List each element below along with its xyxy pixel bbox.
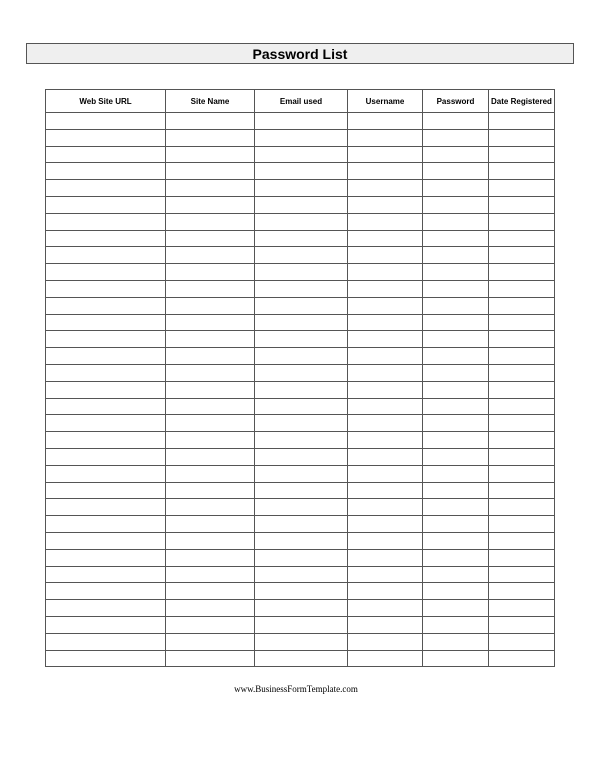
table-row bbox=[46, 566, 555, 583]
column-header-web-site-url: Web Site URL bbox=[46, 90, 166, 113]
table-cell[interactable] bbox=[255, 280, 348, 297]
table-cell[interactable] bbox=[46, 163, 166, 180]
table-row bbox=[46, 650, 555, 667]
table-cell[interactable] bbox=[348, 146, 423, 163]
table-cell[interactable] bbox=[348, 650, 423, 667]
table-cell[interactable] bbox=[348, 415, 423, 432]
table-cell[interactable] bbox=[348, 516, 423, 533]
table-cell[interactable] bbox=[348, 348, 423, 365]
table-row bbox=[46, 146, 555, 163]
table-cell[interactable] bbox=[255, 616, 348, 633]
table-cell[interactable] bbox=[46, 549, 166, 566]
table-cell[interactable] bbox=[46, 532, 166, 549]
table-cell[interactable] bbox=[489, 532, 555, 549]
table-cell[interactable] bbox=[166, 348, 255, 365]
column-header-password: Password bbox=[423, 90, 489, 113]
table-row bbox=[46, 616, 555, 633]
table-cell[interactable] bbox=[46, 348, 166, 365]
table-row bbox=[46, 398, 555, 415]
table-cell[interactable] bbox=[166, 113, 255, 130]
table-row bbox=[46, 549, 555, 566]
table-cell[interactable] bbox=[423, 415, 489, 432]
table-cell[interactable] bbox=[489, 549, 555, 566]
table-row bbox=[46, 600, 555, 617]
table-cell[interactable] bbox=[348, 465, 423, 482]
table-cell[interactable] bbox=[166, 516, 255, 533]
table-cell[interactable] bbox=[166, 532, 255, 549]
table-cell[interactable] bbox=[489, 280, 555, 297]
table-row bbox=[46, 163, 555, 180]
table-cell[interactable] bbox=[423, 146, 489, 163]
table-cell[interactable] bbox=[255, 566, 348, 583]
table-row bbox=[46, 196, 555, 213]
table-cell[interactable] bbox=[46, 566, 166, 583]
table-cell[interactable] bbox=[348, 482, 423, 499]
table-cell[interactable] bbox=[166, 465, 255, 482]
table-cell[interactable] bbox=[255, 583, 348, 600]
table-cell[interactable] bbox=[423, 398, 489, 415]
table-cell[interactable] bbox=[166, 314, 255, 331]
table-cell[interactable] bbox=[489, 113, 555, 130]
table-cell[interactable] bbox=[166, 600, 255, 617]
table-cell[interactable] bbox=[423, 297, 489, 314]
table-row bbox=[46, 264, 555, 281]
table-cell[interactable] bbox=[489, 331, 555, 348]
table-cell[interactable] bbox=[166, 364, 255, 381]
table-cell[interactable] bbox=[46, 331, 166, 348]
table-cell[interactable] bbox=[348, 583, 423, 600]
table-cell[interactable] bbox=[423, 230, 489, 247]
table-cell[interactable] bbox=[255, 196, 348, 213]
table-cell[interactable] bbox=[489, 432, 555, 449]
table-cell[interactable] bbox=[348, 499, 423, 516]
table-cell[interactable] bbox=[489, 264, 555, 281]
table-cell[interactable] bbox=[255, 549, 348, 566]
table-cell[interactable] bbox=[348, 264, 423, 281]
table-row bbox=[46, 331, 555, 348]
table-row bbox=[46, 415, 555, 432]
table-cell[interactable] bbox=[489, 180, 555, 197]
table-row bbox=[46, 516, 555, 533]
table-cell[interactable] bbox=[166, 297, 255, 314]
table-cell[interactable] bbox=[423, 633, 489, 650]
table-row bbox=[46, 129, 555, 146]
column-header-username: Username bbox=[348, 90, 423, 113]
table-body bbox=[46, 113, 555, 667]
table-cell[interactable] bbox=[348, 633, 423, 650]
table-cell[interactable] bbox=[423, 280, 489, 297]
table-cell[interactable] bbox=[489, 516, 555, 533]
table-cell[interactable] bbox=[423, 129, 489, 146]
table-cell[interactable] bbox=[166, 583, 255, 600]
table-cell[interactable] bbox=[423, 516, 489, 533]
table-cell[interactable] bbox=[423, 650, 489, 667]
table-row bbox=[46, 113, 555, 130]
table-cell[interactable] bbox=[46, 381, 166, 398]
table-cell[interactable] bbox=[423, 264, 489, 281]
table-cell[interactable] bbox=[166, 331, 255, 348]
table-cell[interactable] bbox=[46, 583, 166, 600]
table-cell[interactable] bbox=[46, 247, 166, 264]
table-cell[interactable] bbox=[255, 600, 348, 617]
table-cell[interactable] bbox=[423, 566, 489, 583]
table-cell[interactable] bbox=[255, 633, 348, 650]
table-row bbox=[46, 213, 555, 230]
table-row bbox=[46, 448, 555, 465]
table-cell[interactable] bbox=[489, 482, 555, 499]
table-row bbox=[46, 583, 555, 600]
table-row bbox=[46, 230, 555, 247]
table-cell[interactable] bbox=[348, 566, 423, 583]
table-cell[interactable] bbox=[489, 230, 555, 247]
table-cell[interactable] bbox=[166, 432, 255, 449]
table-cell[interactable] bbox=[348, 600, 423, 617]
table-cell[interactable] bbox=[166, 616, 255, 633]
table-cell[interactable] bbox=[489, 633, 555, 650]
table-cell[interactable] bbox=[255, 163, 348, 180]
table-row bbox=[46, 381, 555, 398]
table-cell[interactable] bbox=[489, 583, 555, 600]
table-cell[interactable] bbox=[46, 415, 166, 432]
table-row bbox=[46, 348, 555, 365]
table-cell[interactable] bbox=[489, 398, 555, 415]
table-cell[interactable] bbox=[166, 196, 255, 213]
table-cell[interactable] bbox=[46, 398, 166, 415]
table-cell[interactable] bbox=[166, 415, 255, 432]
table-cell[interactable] bbox=[348, 113, 423, 130]
table-cell[interactable] bbox=[255, 129, 348, 146]
table-cell[interactable] bbox=[423, 532, 489, 549]
table-cell[interactable] bbox=[423, 331, 489, 348]
table-cell[interactable] bbox=[255, 516, 348, 533]
table-cell[interactable] bbox=[423, 499, 489, 516]
table-cell[interactable] bbox=[166, 247, 255, 264]
table-cell[interactable] bbox=[255, 650, 348, 667]
table-cell[interactable] bbox=[348, 196, 423, 213]
table-cell[interactable] bbox=[423, 600, 489, 617]
table-cell[interactable] bbox=[423, 432, 489, 449]
column-header-email-used: Email used bbox=[255, 90, 348, 113]
table-cell[interactable] bbox=[489, 146, 555, 163]
table-cell[interactable] bbox=[423, 616, 489, 633]
table-cell[interactable] bbox=[166, 381, 255, 398]
table-cell[interactable] bbox=[46, 129, 166, 146]
table-cell[interactable] bbox=[255, 398, 348, 415]
table-cell[interactable] bbox=[46, 600, 166, 617]
table-cell[interactable] bbox=[489, 448, 555, 465]
table-cell[interactable] bbox=[423, 583, 489, 600]
table-cell[interactable] bbox=[348, 280, 423, 297]
table-cell[interactable] bbox=[489, 163, 555, 180]
table-cell[interactable] bbox=[46, 280, 166, 297]
table-cell[interactable] bbox=[255, 264, 348, 281]
table-cell[interactable] bbox=[166, 566, 255, 583]
table-cell[interactable] bbox=[348, 432, 423, 449]
table-cell[interactable] bbox=[255, 415, 348, 432]
table-cell[interactable] bbox=[166, 482, 255, 499]
table-cell[interactable] bbox=[348, 297, 423, 314]
table-cell[interactable] bbox=[423, 448, 489, 465]
table-cell[interactable] bbox=[46, 650, 166, 667]
table-cell[interactable] bbox=[423, 364, 489, 381]
table-cell[interactable] bbox=[46, 482, 166, 499]
table-cell[interactable] bbox=[489, 381, 555, 398]
table-cell[interactable] bbox=[423, 381, 489, 398]
table-cell[interactable] bbox=[255, 230, 348, 247]
table-cell[interactable] bbox=[489, 465, 555, 482]
header-row bbox=[46, 90, 555, 113]
table-cell[interactable] bbox=[348, 616, 423, 633]
table-cell[interactable] bbox=[489, 213, 555, 230]
table-row bbox=[46, 633, 555, 650]
table-cell[interactable] bbox=[348, 129, 423, 146]
column-header-date-registered: Date Registered bbox=[489, 90, 555, 113]
table-row bbox=[46, 499, 555, 516]
table-cell[interactable] bbox=[255, 364, 348, 381]
table-cell[interactable] bbox=[255, 297, 348, 314]
table-cell[interactable] bbox=[348, 532, 423, 549]
table-cell[interactable] bbox=[166, 146, 255, 163]
table-cell[interactable] bbox=[489, 297, 555, 314]
table-row bbox=[46, 465, 555, 482]
page-title: Password List bbox=[26, 43, 574, 64]
table-cell[interactable] bbox=[348, 163, 423, 180]
table-cell[interactable] bbox=[423, 247, 489, 264]
table-cell[interactable] bbox=[166, 499, 255, 516]
table-cell[interactable] bbox=[423, 196, 489, 213]
table-cell[interactable] bbox=[46, 448, 166, 465]
table-row bbox=[46, 364, 555, 381]
table-cell[interactable] bbox=[255, 448, 348, 465]
table-cell[interactable] bbox=[166, 180, 255, 197]
table-cell[interactable] bbox=[423, 465, 489, 482]
table-cell[interactable] bbox=[46, 264, 166, 281]
table-cell[interactable] bbox=[255, 331, 348, 348]
table-cell[interactable] bbox=[348, 364, 423, 381]
table-cell[interactable] bbox=[255, 213, 348, 230]
table-cell[interactable] bbox=[348, 331, 423, 348]
table-cell[interactable] bbox=[423, 113, 489, 130]
table-cell[interactable] bbox=[46, 616, 166, 633]
table-cell[interactable] bbox=[423, 180, 489, 197]
table-cell[interactable] bbox=[489, 566, 555, 583]
table-cell[interactable] bbox=[489, 314, 555, 331]
table-row bbox=[46, 482, 555, 499]
table-cell[interactable] bbox=[255, 314, 348, 331]
table-cell[interactable] bbox=[489, 616, 555, 633]
table-cell[interactable] bbox=[423, 163, 489, 180]
table-cell[interactable] bbox=[423, 482, 489, 499]
table-cell[interactable] bbox=[46, 432, 166, 449]
table-cell[interactable] bbox=[255, 348, 348, 365]
table-cell[interactable] bbox=[489, 129, 555, 146]
table-cell[interactable] bbox=[348, 381, 423, 398]
table-cell[interactable] bbox=[166, 163, 255, 180]
table-cell[interactable] bbox=[166, 129, 255, 146]
table-cell[interactable] bbox=[255, 146, 348, 163]
table-cell[interactable] bbox=[348, 448, 423, 465]
table-cell[interactable] bbox=[423, 213, 489, 230]
table-cell[interactable] bbox=[423, 348, 489, 365]
table-cell[interactable] bbox=[166, 549, 255, 566]
table-cell[interactable] bbox=[166, 398, 255, 415]
table-cell[interactable] bbox=[255, 465, 348, 482]
table-cell[interactable] bbox=[46, 633, 166, 650]
table-cell[interactable] bbox=[489, 196, 555, 213]
table-cell[interactable] bbox=[46, 113, 166, 130]
table-cell[interactable] bbox=[166, 230, 255, 247]
table-cell[interactable] bbox=[46, 297, 166, 314]
table-cell[interactable] bbox=[166, 650, 255, 667]
table-cell[interactable] bbox=[46, 314, 166, 331]
table-cell[interactable] bbox=[255, 180, 348, 197]
table-cell[interactable] bbox=[489, 650, 555, 667]
table-row bbox=[46, 280, 555, 297]
table-cell[interactable] bbox=[348, 247, 423, 264]
table-cell[interactable] bbox=[489, 600, 555, 617]
table-cell[interactable] bbox=[166, 448, 255, 465]
table-cell[interactable] bbox=[348, 213, 423, 230]
table-row bbox=[46, 297, 555, 314]
table-cell[interactable] bbox=[46, 213, 166, 230]
table-cell[interactable] bbox=[348, 230, 423, 247]
table-cell[interactable] bbox=[255, 113, 348, 130]
table-cell[interactable] bbox=[46, 465, 166, 482]
table-cell[interactable] bbox=[489, 499, 555, 516]
table-cell[interactable] bbox=[46, 230, 166, 247]
table-row bbox=[46, 247, 555, 264]
table-cell[interactable] bbox=[46, 196, 166, 213]
table-cell[interactable] bbox=[348, 180, 423, 197]
table-row bbox=[46, 180, 555, 197]
table-cell[interactable] bbox=[348, 314, 423, 331]
table-cell[interactable] bbox=[46, 499, 166, 516]
table-cell[interactable] bbox=[348, 398, 423, 415]
password-table bbox=[45, 89, 555, 667]
table-row bbox=[46, 432, 555, 449]
table-cell[interactable] bbox=[166, 213, 255, 230]
table-cell[interactable] bbox=[166, 633, 255, 650]
table-cell[interactable] bbox=[255, 532, 348, 549]
table-cell[interactable] bbox=[348, 549, 423, 566]
table-cell[interactable] bbox=[255, 381, 348, 398]
table-cell[interactable] bbox=[255, 432, 348, 449]
table-cell[interactable] bbox=[46, 146, 166, 163]
footer-website: www.BusinessFormTemplate.com bbox=[234, 684, 358, 694]
table-cell[interactable] bbox=[423, 314, 489, 331]
table-cell[interactable] bbox=[489, 364, 555, 381]
column-header-site-name: Site Name bbox=[166, 90, 255, 113]
table-cell[interactable] bbox=[489, 348, 555, 365]
table-cell[interactable] bbox=[46, 516, 166, 533]
table-row bbox=[46, 532, 555, 549]
table-cell[interactable] bbox=[489, 415, 555, 432]
table-cell[interactable] bbox=[489, 247, 555, 264]
table-cell[interactable] bbox=[423, 549, 489, 566]
table-cell[interactable] bbox=[255, 482, 348, 499]
table-cell[interactable] bbox=[46, 364, 166, 381]
table-cell[interactable] bbox=[255, 247, 348, 264]
table-cell[interactable] bbox=[166, 280, 255, 297]
table-cell[interactable] bbox=[255, 499, 348, 516]
table-row bbox=[46, 314, 555, 331]
table-cell[interactable] bbox=[166, 264, 255, 281]
table-cell[interactable] bbox=[46, 180, 166, 197]
